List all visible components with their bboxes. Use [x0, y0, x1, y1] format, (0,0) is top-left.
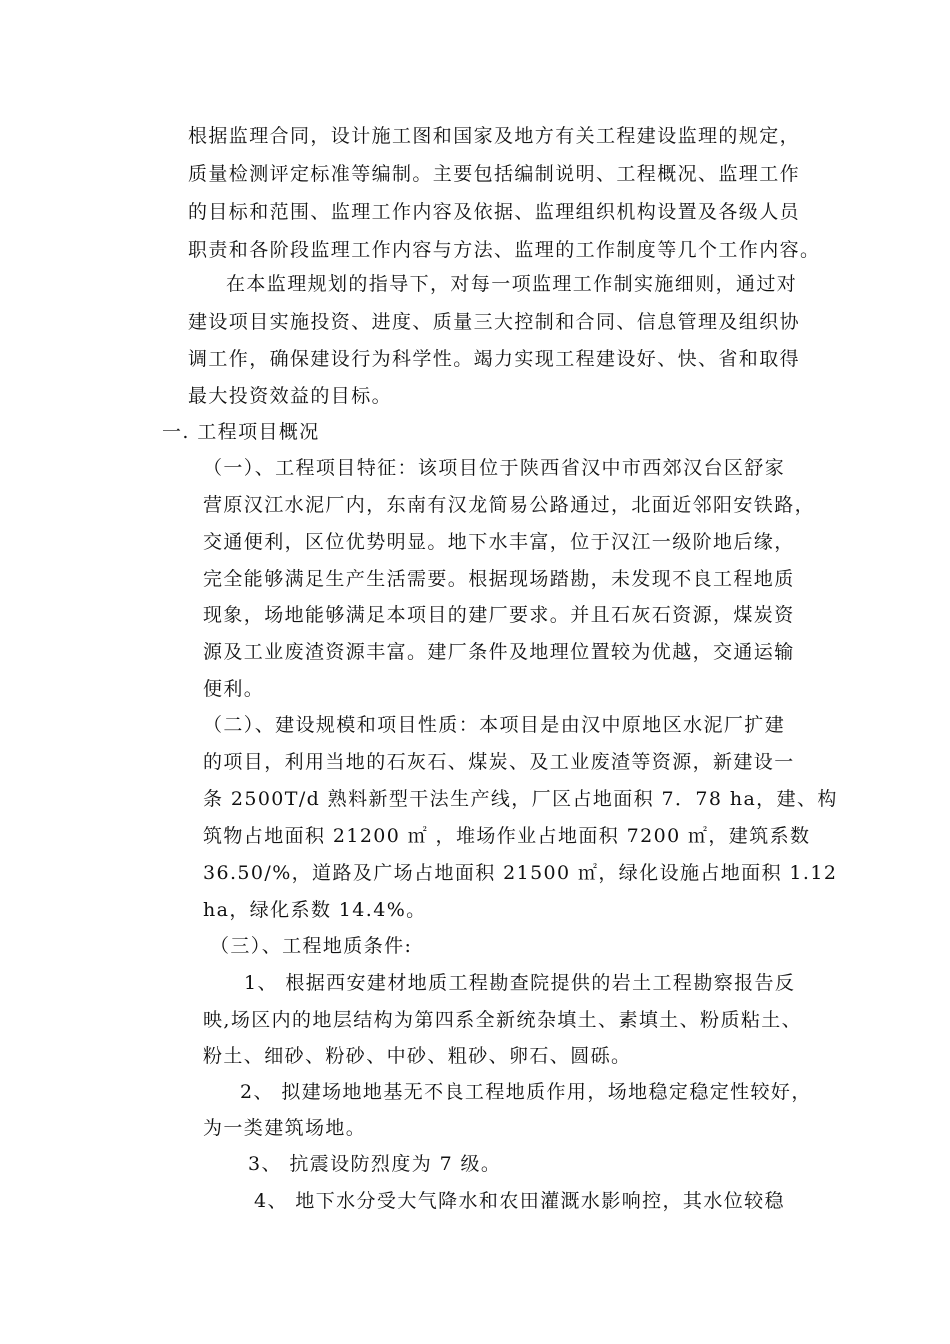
guidance-line: 最大投资效益的目标。 — [188, 385, 393, 407]
features-line: 营原汉江水泥厂内，东南有汉龙简易公路通过，北面近邻阳安铁路， — [203, 494, 816, 516]
section-heading: 一. 工程项目概况 — [162, 421, 320, 443]
geology-item-line: 粉土、细砂、粉砂、中砂、粗砂、卵石、圆砾。 — [203, 1045, 632, 1067]
geology-heading: （三）、工程地质条件: — [210, 935, 413, 957]
scale-line: 的项目，利用当地的石灰石、煤炭、及工业废渣等资源，新建设一 — [203, 751, 795, 773]
guidance-line: 调工作，确保建设行为科学性。竭力实现工程建设好、快、省和取得 — [188, 348, 801, 370]
geology-item-line: 1、 根据西安建材地质工程勘查院提供的岩土工程勘察报告反 — [244, 972, 796, 994]
intro-line: 质量检测评定标准等编制。主要包括编制说明、工程概况、监理工作 — [188, 163, 801, 185]
scale-line: 筑物占地面积 21200 ㎡ ，堆场作业占地面积 7200 ㎡，建筑系数 — [203, 825, 811, 847]
features-line: 交通便利，区位优势明显。地下水丰富，位于汉江一级阶地后缘， — [203, 531, 795, 553]
features-line: （一）、工程项目特征：该项目位于陕西省汉中市西郊汉台区舒家 — [203, 457, 786, 479]
scale-line: 条 2500T/d 熟料新型干法生产线，厂区占地面积 7．78 ha，建、构 — [203, 788, 838, 810]
scale-line: （二）、建设规模和项目性质：本项目是由汉中原地区水泥厂扩建 — [203, 714, 786, 736]
intro-line: 职责和各阶段监理工作内容与方法、监理的工作制度等几个工作内容。 — [188, 239, 821, 261]
geology-item-line: 2、 拟建场地地基无不良工程地质作用，场地稳定稳定性较好， — [240, 1081, 812, 1103]
guidance-line: 在本监理规划的指导下，对每一项监理工作制实施细则，通过对 — [226, 273, 798, 295]
features-line: 便利。 — [203, 678, 265, 700]
intro-line: 根据监理合同，设计施工图和国家及地方有关工程建设监理的规定， — [188, 125, 801, 147]
features-line: 现象，场地能够满足本项目的建厂要求。并且石灰石资源，煤炭资 — [203, 604, 795, 626]
scale-line: 36.50/%，道路及广场占地面积 21500 ㎡，绿化设施占地面积 1.12 — [203, 862, 838, 884]
features-line: 完全能够满足生产生活需要。根据现场踏勘，未发现不良工程地质 — [203, 568, 795, 590]
scale-line: ha，绿化系数 14.4%。 — [203, 899, 427, 921]
intro-line: 的目标和范围、监理工作内容及依据、监理组织机构设置及各级人员 — [188, 201, 801, 223]
geology-item-line: 3、 抗震设防烈度为 7 级。 — [248, 1153, 502, 1175]
guidance-line: 建设项目实施投资、进度、质量三大控制和合同、信息管理及组织协 — [188, 311, 801, 333]
geology-item-line: 映,场区内的地层结构为第四系全新统杂填土、素填土、粉质粘土、 — [203, 1009, 803, 1031]
geology-item-line: 4、 地下水分受大气降水和农田灌溉水影响控，其水位较稳 — [254, 1190, 785, 1212]
features-line: 源及工业废渣资源丰富。建厂条件及地理位置较为优越，交通运输 — [203, 641, 795, 663]
geology-item-line: 为一类建筑场地。 — [203, 1117, 367, 1139]
